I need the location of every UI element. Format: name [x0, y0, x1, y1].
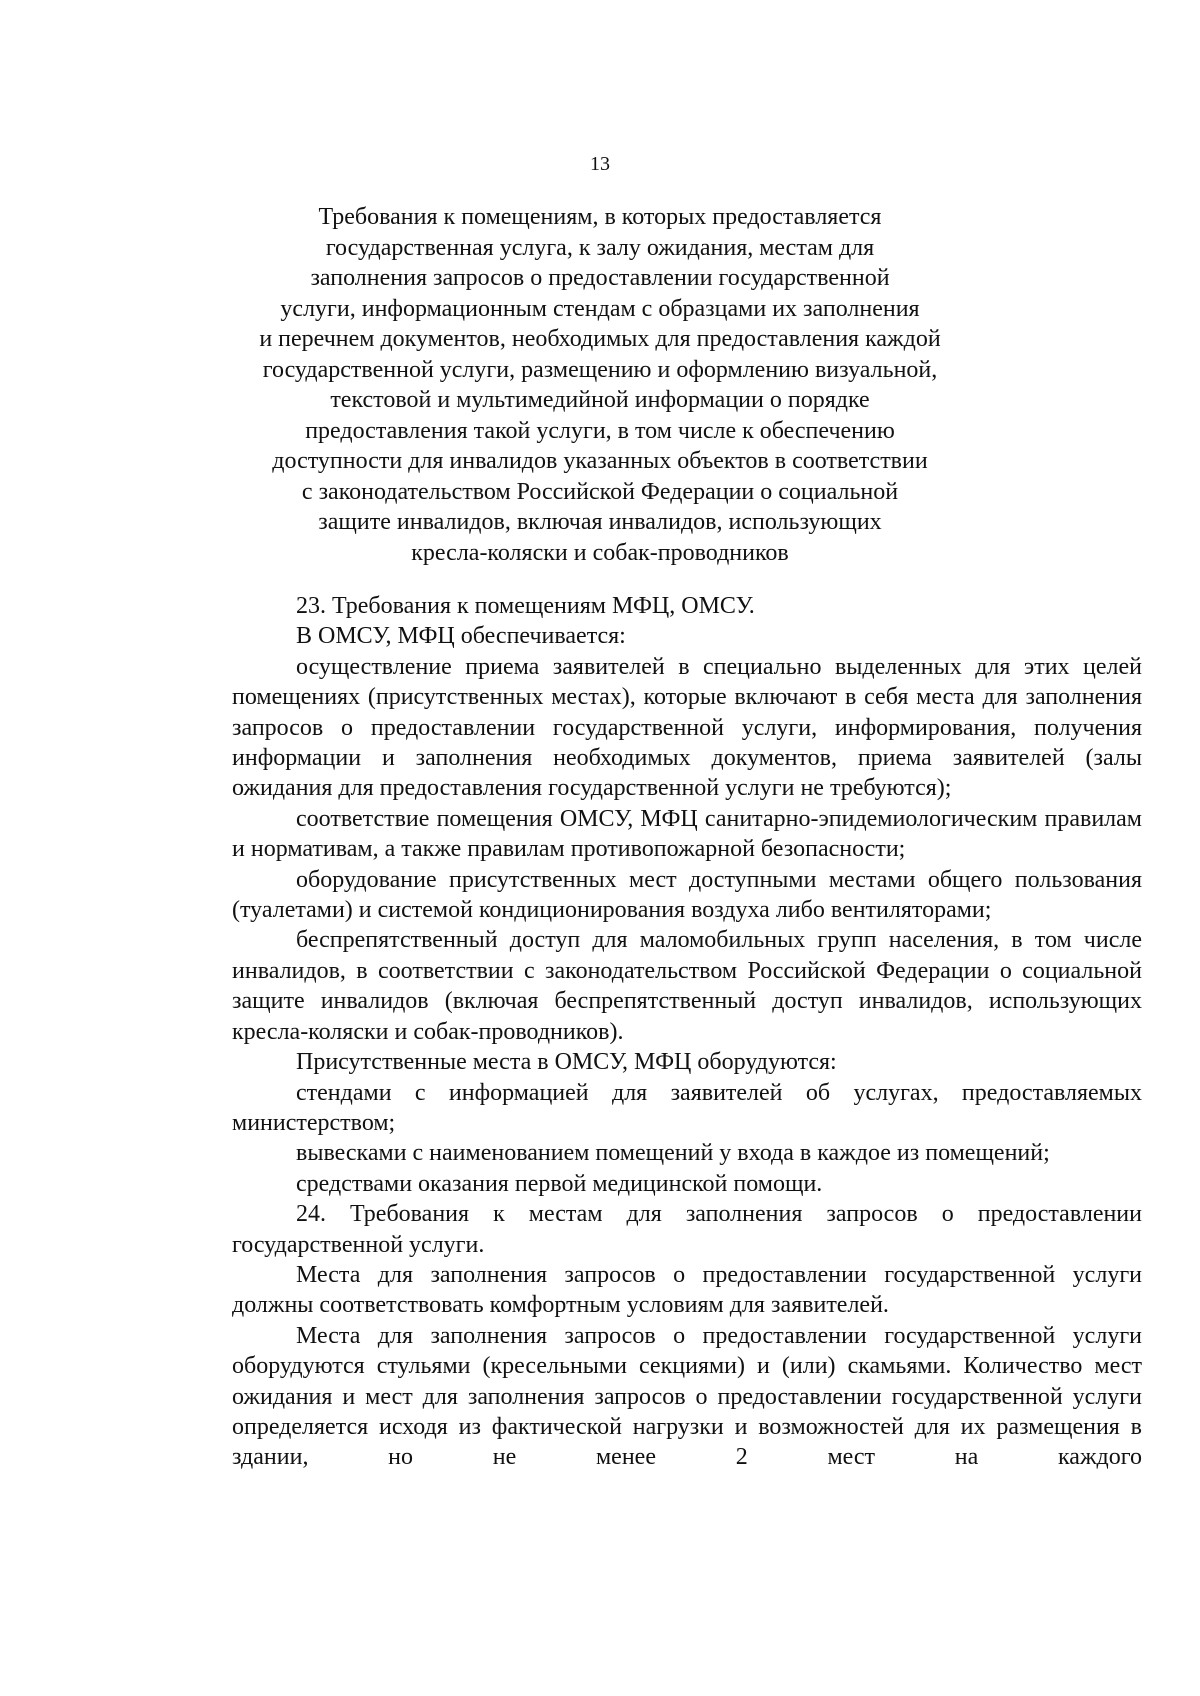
paragraph-item-23: 23. Требования к помещениям МФЦ, ОМСУ. [296, 593, 755, 619]
paragraph: беспрепятственный доступ для маломобильных групп населения, в том числе инвалидов, в соответствии с законодательством Российской Федерации о социальной защите инвалидов (включая беспрепятственный доступ инвалидов, использующих кресла-коляски и собак-проводников). [232, 927, 1142, 1045]
heading-line: с законодательством Российской Федерации о социальной [301, 478, 899, 505]
heading-line: заполнения запросов о предоставлении государственной [310, 265, 890, 291]
heading-line: государственной услуги, размещению и оформлению визуальной, [262, 356, 938, 383]
heading-line: государственная услуга, к залу ожидания, местам для [325, 234, 875, 261]
body-text [232, 591, 1142, 1473]
paragraph: вывесками с наименованием помещений у входа в каждое из помещений; [296, 1140, 1050, 1167]
heading-line: Требования к помещениям, в которых предоставляется [318, 204, 882, 230]
section-heading [240, 202, 960, 568]
heading-line: и перечнем документов, необходимых для предоставления каждой [259, 326, 941, 352]
heading-line: защите инвалидов, включая инвалидов, использующих [318, 509, 882, 535]
paragraph: В ОМСУ, МФЦ обеспечивается: [296, 623, 626, 650]
paragraph: Места для заполнения запросов о предоставлении государственной услуги оборудуются стульями (кресельными секциями) и (или) скамьями. Количество мест ожидания и мест для заполнения запросов о предоставлении государственной услуги определяется исходя из фактической нагрузки и возможностей для их размещения в здании, но не менее 2 мест на каждого [232, 1322, 1142, 1471]
paragraph: оборудование присутственных мест доступными местами общего пользования (туалетами) и системой кондиционирования воздуха либо вентиляторами; [232, 866, 1142, 924]
paragraph: Присутственные места в ОМСУ, МФЦ оборудуются: [296, 1049, 837, 1076]
paragraph-item-24: 24. Требования к местам для заполнения запросов о предоставлении государственной услуги. [232, 1201, 1142, 1258]
paragraph: стендами с информацией для заявителей об услугах, предоставляемых министерством; [232, 1079, 1142, 1136]
heading-line: доступности для инвалидов указанных объектов в соответствии [272, 448, 928, 474]
heading-line: предоставления такой услуги, в том числе к обеспечению [305, 417, 895, 444]
paragraph: соответствие помещения ОМСУ, МФЦ санитарно-эпидемиологическим правилам и нормативам, а также правилам противопожарной безопасности; [232, 805, 1142, 863]
heading-line: текстовой и мультимедийной информации о порядке [330, 387, 870, 413]
paragraph: средствами оказания первой медицинской помощи. [296, 1170, 823, 1197]
paragraph: осуществление приема заявителей в специально выделенных для этих целей помещениях (присутственных местах), которые включают в себя места для заполнения запросов о предоставлении государственной услуги, информирования, получения информации и заполнения необходимых документов, приема заявителей (залы ожидания для предоставления государственной услуги не требуются); [232, 653, 1142, 802]
paragraph: Места для заполнения запросов о предоставлении государственной услуги должны соответствовать комфортным условиям для заявителей. [232, 1261, 1142, 1319]
page-number: 13 [590, 153, 610, 175]
heading-line: услуги, информационным стендам с образцами их заполнения [280, 295, 920, 322]
heading-line: кресла-коляски и собак-проводников [411, 539, 789, 566]
